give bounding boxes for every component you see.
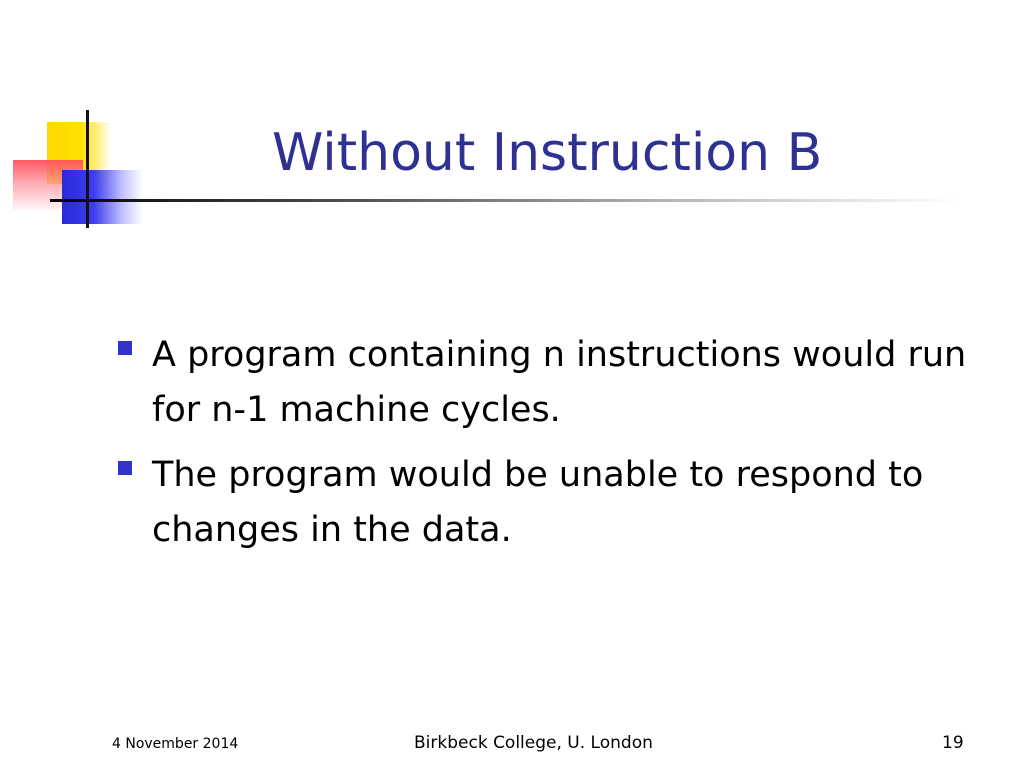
bullet-text: A program containing n instructions would run for n-1 machine cycles. — [152, 335, 967, 430]
page-number: 19 — [942, 733, 964, 753]
vertical-line-decoration — [86, 110, 89, 228]
bullet-item — [118, 328, 978, 438]
title-underline — [50, 199, 960, 202]
footer-institution: Birkbeck College, U. London — [414, 733, 653, 753]
square-bullet-icon — [118, 461, 132, 475]
bullet-text: The program would be unable to respond to changes in the data. — [152, 455, 924, 550]
corner-decoration — [0, 0, 180, 240]
bullet-item — [118, 448, 978, 558]
slide-title: Without Instruction B — [272, 123, 823, 183]
blue-square-decoration — [62, 170, 142, 224]
footer-date: 4 November 2014 — [112, 736, 239, 752]
square-bullet-icon — [118, 341, 132, 355]
bullet-list — [118, 328, 978, 568]
